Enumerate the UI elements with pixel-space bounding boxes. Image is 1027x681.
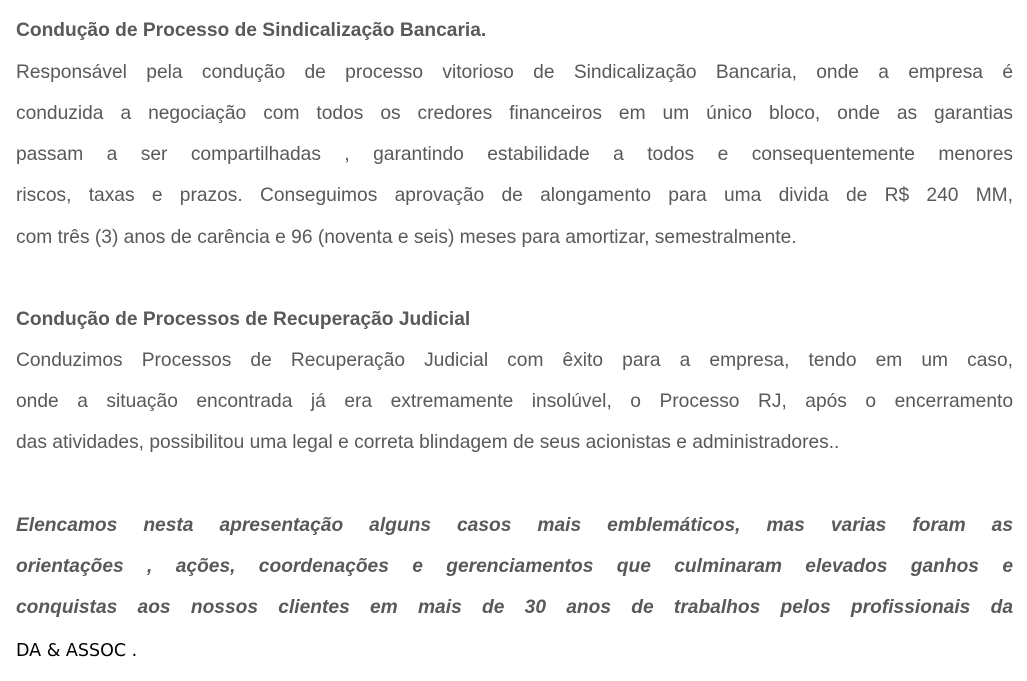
section2-line-1: Conduzimos Processos de Recuperação Judicial com êxito para a empresa, tendo em um caso, xyxy=(16,350,1013,371)
closing-line-1: Elencamos nesta apresentação alguns casos mais emblemáticos, mas varias foram as xyxy=(16,515,1013,536)
section1-line-1: Responsável pela condução de processo vitorioso de Sindicalização Bancaria, onde a empresa é xyxy=(16,62,1013,83)
section2-line-2: onde a situação encontrada já era extremamente insolúvel, o Processo RJ, após o encerramento xyxy=(16,391,1013,412)
section1-line-5: com três (3) anos de carência e 96 (noventa e seis) meses para amortizar, semestralmente. xyxy=(16,227,797,248)
section1-line-3: passam a ser compartilhadas , garantindo estabilidade a todos e consequentemente menores xyxy=(16,144,1013,165)
section2-title: Condução de Processos de Recuperação Judicial xyxy=(16,309,471,330)
closing-line-2: orientações , ações, coordenações e gerenciamentos que culminaram elevados ganhos e xyxy=(16,556,1013,577)
section2-line-3: das atividades, possibilitou uma legal e correta blindagem de seus acionistas e administradores.. xyxy=(16,432,840,453)
section1-title: Condução de Processo de Sindicalização Bancaria. xyxy=(16,20,487,41)
section1-line-2: conduzida a negociação com todos os credores financeiros em um único bloco, onde as garantias xyxy=(16,103,1013,124)
closing-line-3: conquistas aos nossos clientes em mais de 30 anos de trabalhos pelos profissionais da xyxy=(16,597,1013,618)
section1-line-4: riscos, taxas e prazos. Conseguimos aprovação de alongamento para uma divida de R$ 240 MM, xyxy=(16,185,1013,206)
closing-signature: DA & ASSOC . xyxy=(16,641,138,661)
